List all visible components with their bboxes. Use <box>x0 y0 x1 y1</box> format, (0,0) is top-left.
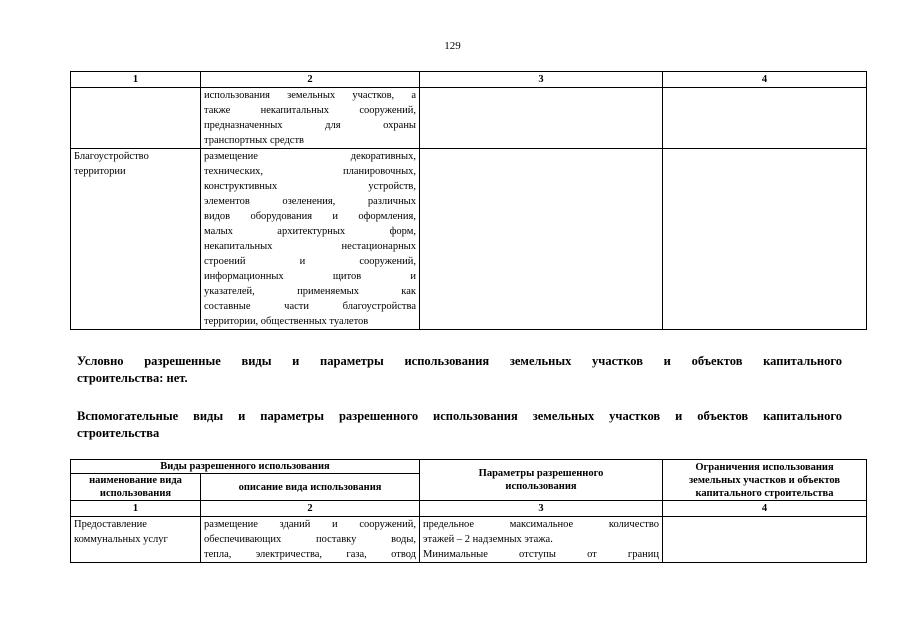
description-line: размещение зданий и сооружений, <box>204 519 417 530</box>
heading-line: Вспомогательные виды и параметры разрешенного использования земельных участков и объектов капитального <box>77 409 842 423</box>
description-line: указателей, применяемых как <box>204 286 416 297</box>
header-line: земельных участков и объектов <box>688 474 841 486</box>
parameters-cell <box>420 517 663 563</box>
heading-line: строительства: нет. <box>77 371 188 385</box>
use-name-line: Предоставление <box>74 519 147 530</box>
parameter-line: этажей – 2 надземных этажа. <box>423 534 553 545</box>
group-header: Виды разрешенного использования <box>71 460 420 474</box>
table-row <box>71 517 867 563</box>
parameter-line: предельное максимальное количество <box>423 519 660 530</box>
description-line: транспортных средств <box>204 135 305 146</box>
description-line: обеспечивающих поставку воды, <box>204 534 417 545</box>
use-name-cell <box>71 88 201 149</box>
description-line: некапитальных нестационарных <box>204 241 416 252</box>
use-description-cell <box>201 149 420 330</box>
use-description-cell <box>201 517 420 563</box>
description-line: территории, общественных туалетов <box>204 316 369 327</box>
col-number-2: 2 <box>201 72 420 88</box>
description-line: видов оборудования и оформления, <box>204 211 416 222</box>
header-line: использования <box>505 481 577 492</box>
description-line: строений и сооружений, <box>204 256 416 267</box>
description-line: малых архитектурных форм, <box>204 226 416 237</box>
description-line: элементов озеленения, различных <box>204 196 416 207</box>
use-name-line: коммунальных услуг <box>74 534 168 545</box>
permitted-uses-table-continued <box>70 71 867 330</box>
restrictions-cell <box>663 517 867 563</box>
heading-line: Условно разрешенные виды и параметры использования земельных участков и объектов капитального <box>77 354 842 368</box>
auxiliary-uses-heading <box>77 408 842 442</box>
parameters-cell <box>420 88 663 149</box>
auxiliary-uses-table <box>70 459 867 563</box>
description-line: также некапитальных сооружений, <box>204 105 416 116</box>
conditional-uses-heading <box>77 353 842 387</box>
use-name-line: территории <box>74 166 126 177</box>
description-line: составные части благоустройства <box>204 301 416 312</box>
table-row <box>71 149 867 330</box>
description-line: размещение декоративных, <box>204 151 416 162</box>
heading-line: строительства <box>77 426 160 440</box>
parameter-line: Минимальные отступы от границ <box>423 549 660 560</box>
col-number-4: 4 <box>663 501 867 517</box>
header-line: Ограничения использования <box>695 461 834 473</box>
description-line: тепла, электричества, газа, отвод <box>204 549 417 560</box>
use-name-cell <box>71 149 201 330</box>
col-number-2: 2 <box>201 501 420 517</box>
restrictions-cell <box>663 149 867 330</box>
col-number-3: 3 <box>420 501 663 517</box>
page-number: 129 <box>444 40 461 52</box>
col-number-4: 4 <box>663 72 867 88</box>
use-name-header <box>71 474 201 501</box>
column-number-row <box>71 72 867 88</box>
description-line: использования земельных участков, а <box>204 90 416 101</box>
column-number-row <box>71 501 867 517</box>
parameters-cell <box>420 149 663 330</box>
description-line: конструктивных устройств, <box>204 181 416 192</box>
col-number-3: 3 <box>420 72 663 88</box>
col-number-1: 1 <box>71 72 201 88</box>
header-line: использования <box>99 488 172 499</box>
header-row <box>71 460 867 474</box>
parameters-header <box>420 460 663 501</box>
restrictions-cell <box>663 88 867 149</box>
table-row <box>71 88 867 149</box>
description-line: предназначенных для охраны <box>204 120 416 131</box>
description-line: информационных щитов и <box>204 271 416 282</box>
header-line: капитального строительства <box>695 487 834 499</box>
use-name-line: Благоустройство <box>74 151 149 162</box>
description-line: технических, планировочных, <box>204 166 416 177</box>
col-number-1: 1 <box>71 501 201 517</box>
header-line: Параметры разрешенного <box>478 468 604 479</box>
restrictions-header <box>663 460 867 501</box>
use-description-cell <box>201 88 420 149</box>
use-description-header: описание вида использования <box>201 474 420 501</box>
use-name-cell <box>71 517 201 563</box>
header-line: наименование вида <box>89 475 182 486</box>
